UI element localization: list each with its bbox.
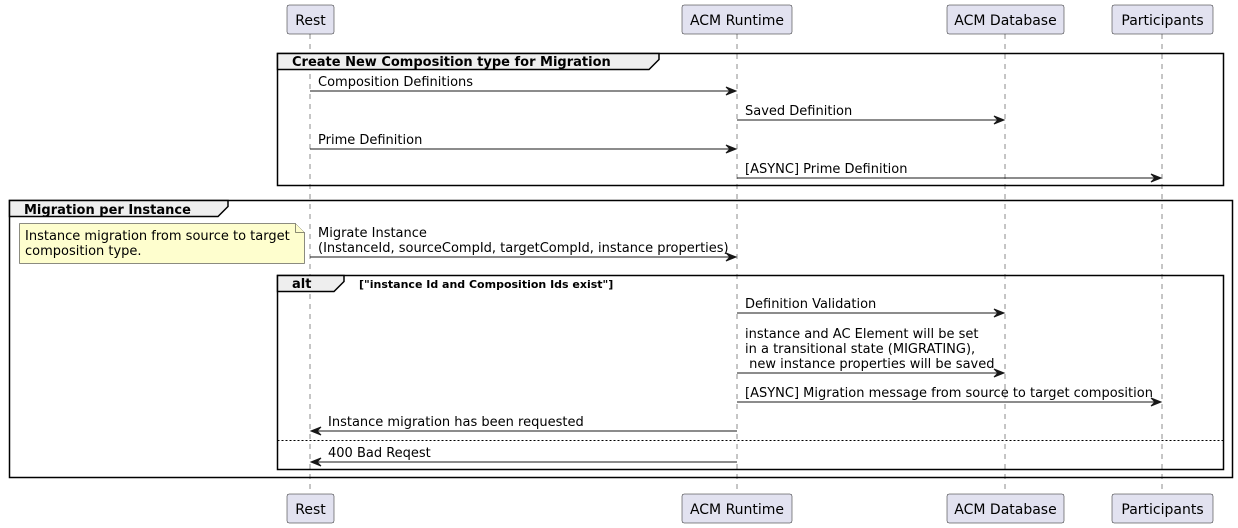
message-label: Migrate Instance bbox=[318, 226, 427, 241]
participant-rest-label: Rest bbox=[295, 13, 326, 29]
alt-label: alt bbox=[292, 277, 312, 292]
message-label: (InstanceId, sourceCompId, targetCompId, instance properties) bbox=[318, 241, 729, 256]
message-rest-to-runtime bbox=[310, 226, 736, 261]
message-runtime-to-rest bbox=[311, 446, 737, 466]
message-label: new instance properties will be saved bbox=[745, 357, 995, 372]
message-runtime-to-database bbox=[737, 297, 1004, 317]
message-label: instance and AC Element will be set bbox=[745, 327, 979, 342]
note-line: composition type. bbox=[25, 244, 142, 259]
participant-database-label: ACM Database bbox=[954, 13, 1057, 29]
message-runtime-to-database bbox=[737, 327, 1004, 377]
messages bbox=[310, 75, 1161, 466]
participant-rest-top bbox=[287, 5, 334, 34]
participant-participants-top bbox=[1112, 5, 1213, 34]
participant-database-top bbox=[947, 5, 1064, 34]
group-migration-label: Migration per Instance bbox=[24, 203, 191, 218]
message-runtime-to-database bbox=[737, 104, 1004, 124]
message-label: [ASYNC] Migration message from source to target composition bbox=[745, 386, 1153, 401]
message-label: 400 Bad Reqest bbox=[328, 446, 431, 461]
participant-database-label: ACM Database bbox=[954, 502, 1057, 518]
message-label: Instance migration has been requested bbox=[328, 415, 584, 430]
message-label: [ASYNC] Prime Definition bbox=[745, 162, 908, 177]
message-rest-to-runtime bbox=[310, 75, 736, 95]
message-label: Definition Validation bbox=[745, 297, 877, 312]
participant-runtime-label: ACM Runtime bbox=[689, 502, 785, 518]
note-line: Instance migration from source to target bbox=[25, 229, 290, 244]
note-instance-migration bbox=[20, 224, 305, 264]
participant-rest-label: Rest bbox=[295, 502, 326, 518]
message-label: in a transitional state (MIGRATING), bbox=[745, 342, 976, 357]
participant-participants-label: Participants bbox=[1121, 13, 1204, 29]
message-label: Saved Definition bbox=[745, 104, 853, 119]
alt-guard-label: ["instance Id and Composition Ids exist"] bbox=[359, 278, 614, 291]
message-rest-to-runtime bbox=[310, 133, 736, 153]
participant-participants-label: Participants bbox=[1121, 502, 1204, 518]
message-label: Prime Definition bbox=[318, 133, 423, 148]
participant-database-bottom bbox=[947, 494, 1064, 523]
participant-runtime-bottom bbox=[682, 494, 792, 523]
participant-runtime-label: ACM Runtime bbox=[689, 13, 785, 29]
participant-runtime-top bbox=[682, 5, 792, 34]
message-label: Composition Definitions bbox=[318, 75, 474, 90]
message-runtime-to-participants bbox=[737, 386, 1161, 406]
message-runtime-to-rest bbox=[311, 415, 737, 435]
group-create-label: Create New Composition type for Migration bbox=[292, 55, 611, 70]
participant-rest-bottom bbox=[287, 494, 334, 523]
participant-participants-bottom bbox=[1112, 494, 1213, 523]
message-runtime-to-participants bbox=[737, 162, 1161, 182]
